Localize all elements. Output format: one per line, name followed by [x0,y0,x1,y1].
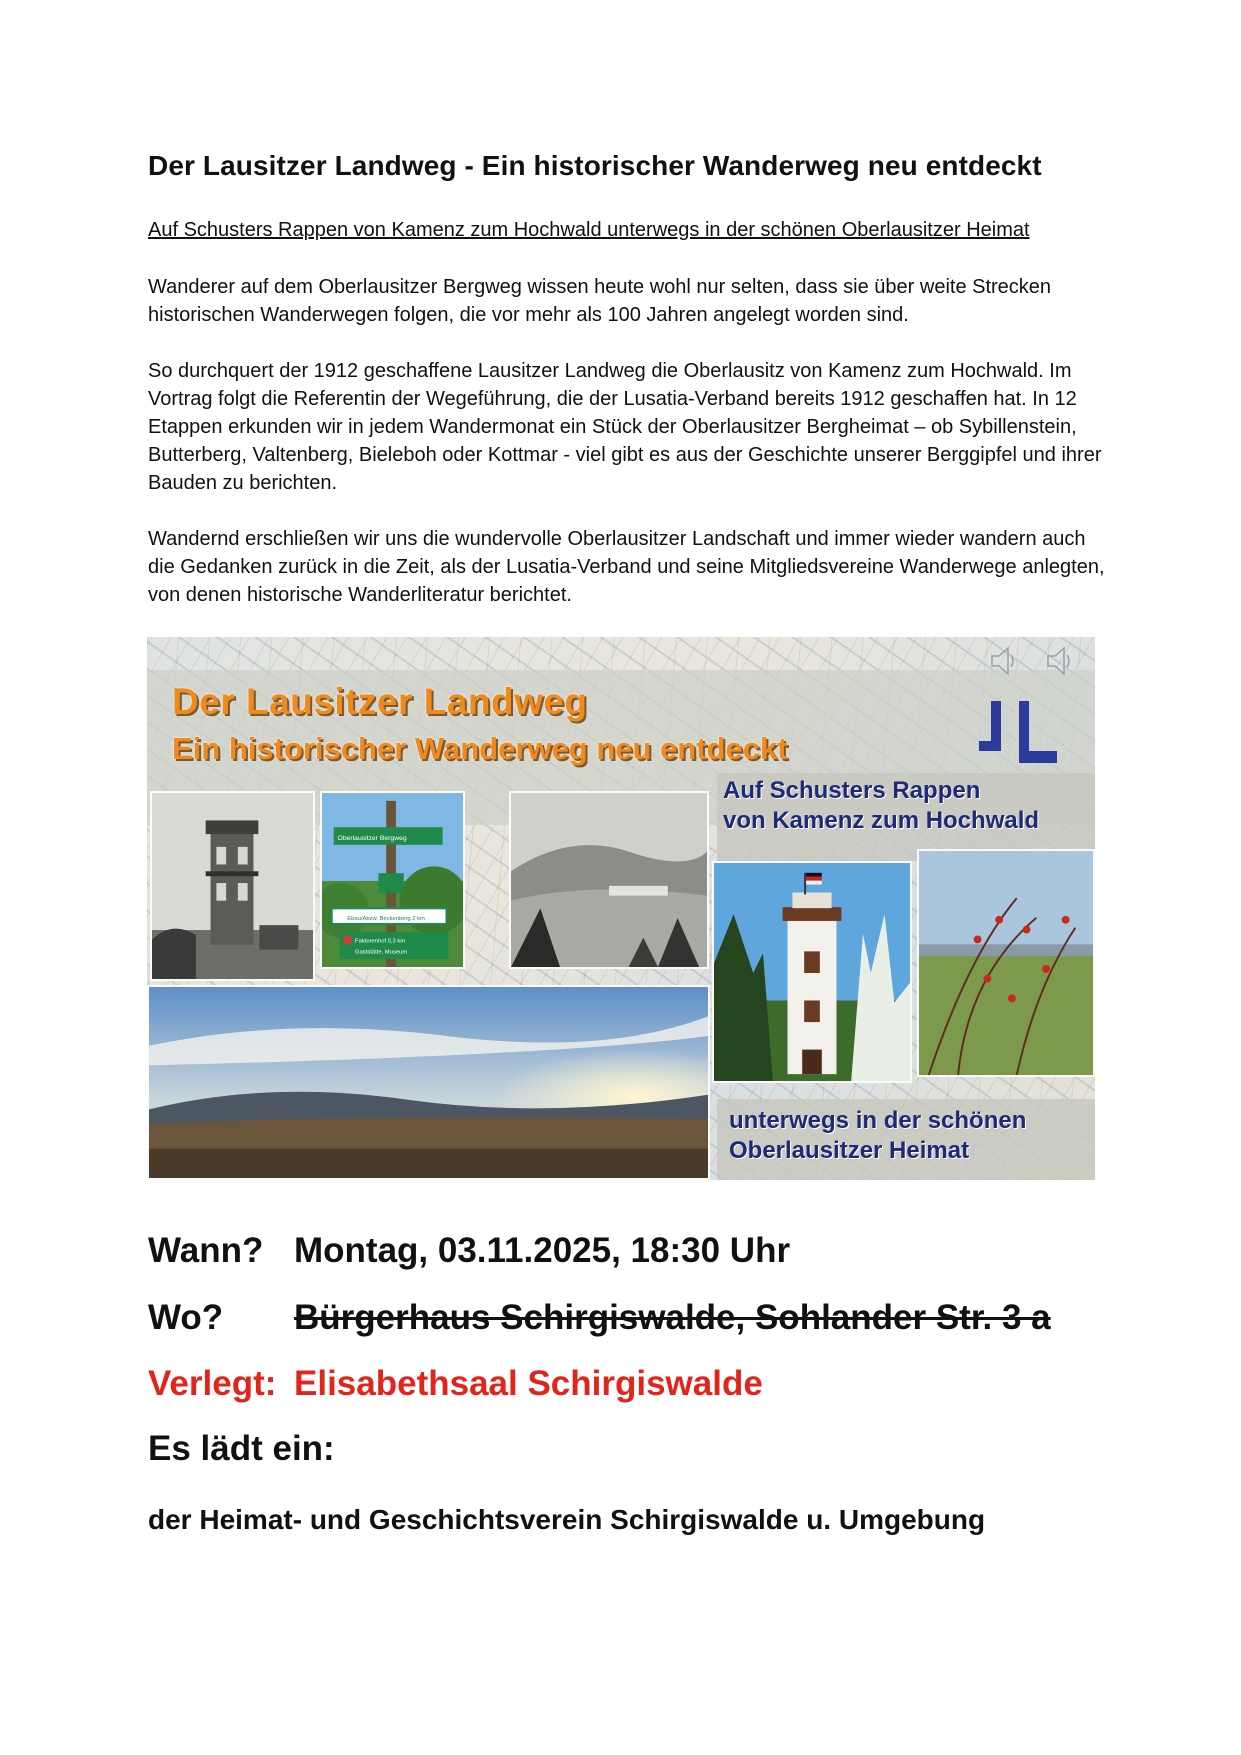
where-value-struck: Bürgerhaus Schirgiswalde, Sohlander Str. 3 a [294,1298,1051,1337]
tagline-bottom-line-2: Oberlausitzer Heimat [729,1137,970,1164]
sign-museum-label: Gaststätte, Museum [355,949,408,956]
tagline-top-line-2: von Kamenz zum Hochwald [723,807,1040,834]
photo-rosehip-bush [917,849,1095,1077]
sign-ebau-label: Ebau/Abzw. Beckenberg 2 km [347,916,425,923]
paragraph-landscape: Wandernd erschließen wir uns die wundervolle Oberlausitzer Landschaft und immer wieder wandern auch die Gedanken zurück in die Zeit, als der Lusatia-Verband und seine Mitgliedsvereine Wanderwege anlegten, von denen historische Wanderliteratur berichtet. [148,528,1105,606]
where-label: Wo? [148,1298,224,1337]
document-title: Der Lausitzer Landweg - Ein historischer Wanderweg neu entdeckt [148,150,1042,181]
sign-faktorenhof-label: Faktorenhof 0,3 km [355,938,406,945]
event-banner-image [147,637,1095,1180]
document-subtitle: Auf Schusters Rappen von Kamenz zum Hochwald unterwegs in der schönen Oberlausitzer Heimat [148,219,1030,241]
photo-lookout-tower [712,861,912,1083]
when-value: Montag, 03.11.2025, 18:30 Uhr [294,1231,791,1270]
moved-value: Elisabethsaal Schirgiswalde [294,1364,763,1403]
tagline-top-line-1: Auf Schusters Rappen [723,777,981,804]
invite-label: Es lädt ein: [148,1429,335,1468]
speaker-icon [1045,645,1075,677]
banner-subtitle: Ein historischer Wanderweg neu entdeckt [172,731,788,766]
moved-label: Verlegt: [148,1364,277,1403]
host-organization: der Heimat- und Geschichtsverein Schirgiswalde u. Umgebung [148,1504,986,1535]
banner-title: Der Lausitzer Landweg [172,681,588,722]
sign-bergweg-label: Oberlausitzer Bergweg [337,834,407,842]
paragraph-route: So durchquert der 1912 geschaffene Lausitzer Landweg die Oberlausitz von Kamenz zum Hochwald. Im Vortrag folgt die Referentin der Wegeführung, die der Lusatia-Verband bereits 1912 geschaffen hat. In 12 Etappen erkunden wir in jedem Wandermonat ein Stück der Oberlausitzer Bergheimat – ob Sybillenstein, Butterberg, Valtenberg, Bieleboh oder Kottmar - viel gibt es aus der Geschichte unserer Berggipfel und ihrer Bauden zu berichten. [148,360,1102,494]
photo-historic-tower [150,791,315,981]
photo-historic-landscape [509,791,709,969]
lusatia-logo [977,699,1059,765]
when-label: Wann? [148,1231,264,1270]
tagline-bottom-line-1: unterwegs in der schönen [729,1107,1027,1134]
photo-trail-signpost [320,791,465,969]
speaker-icon [989,645,1019,677]
photo-sunset-panorama [147,985,710,1180]
paragraph-intro: Wanderer auf dem Oberlausitzer Bergweg wissen heute wohl nur selten, dass sie über weite Strecken historischen Wanderwegen folgen, die vor mehr als 100 Jahren angelegt worden sind. [148,276,1052,326]
